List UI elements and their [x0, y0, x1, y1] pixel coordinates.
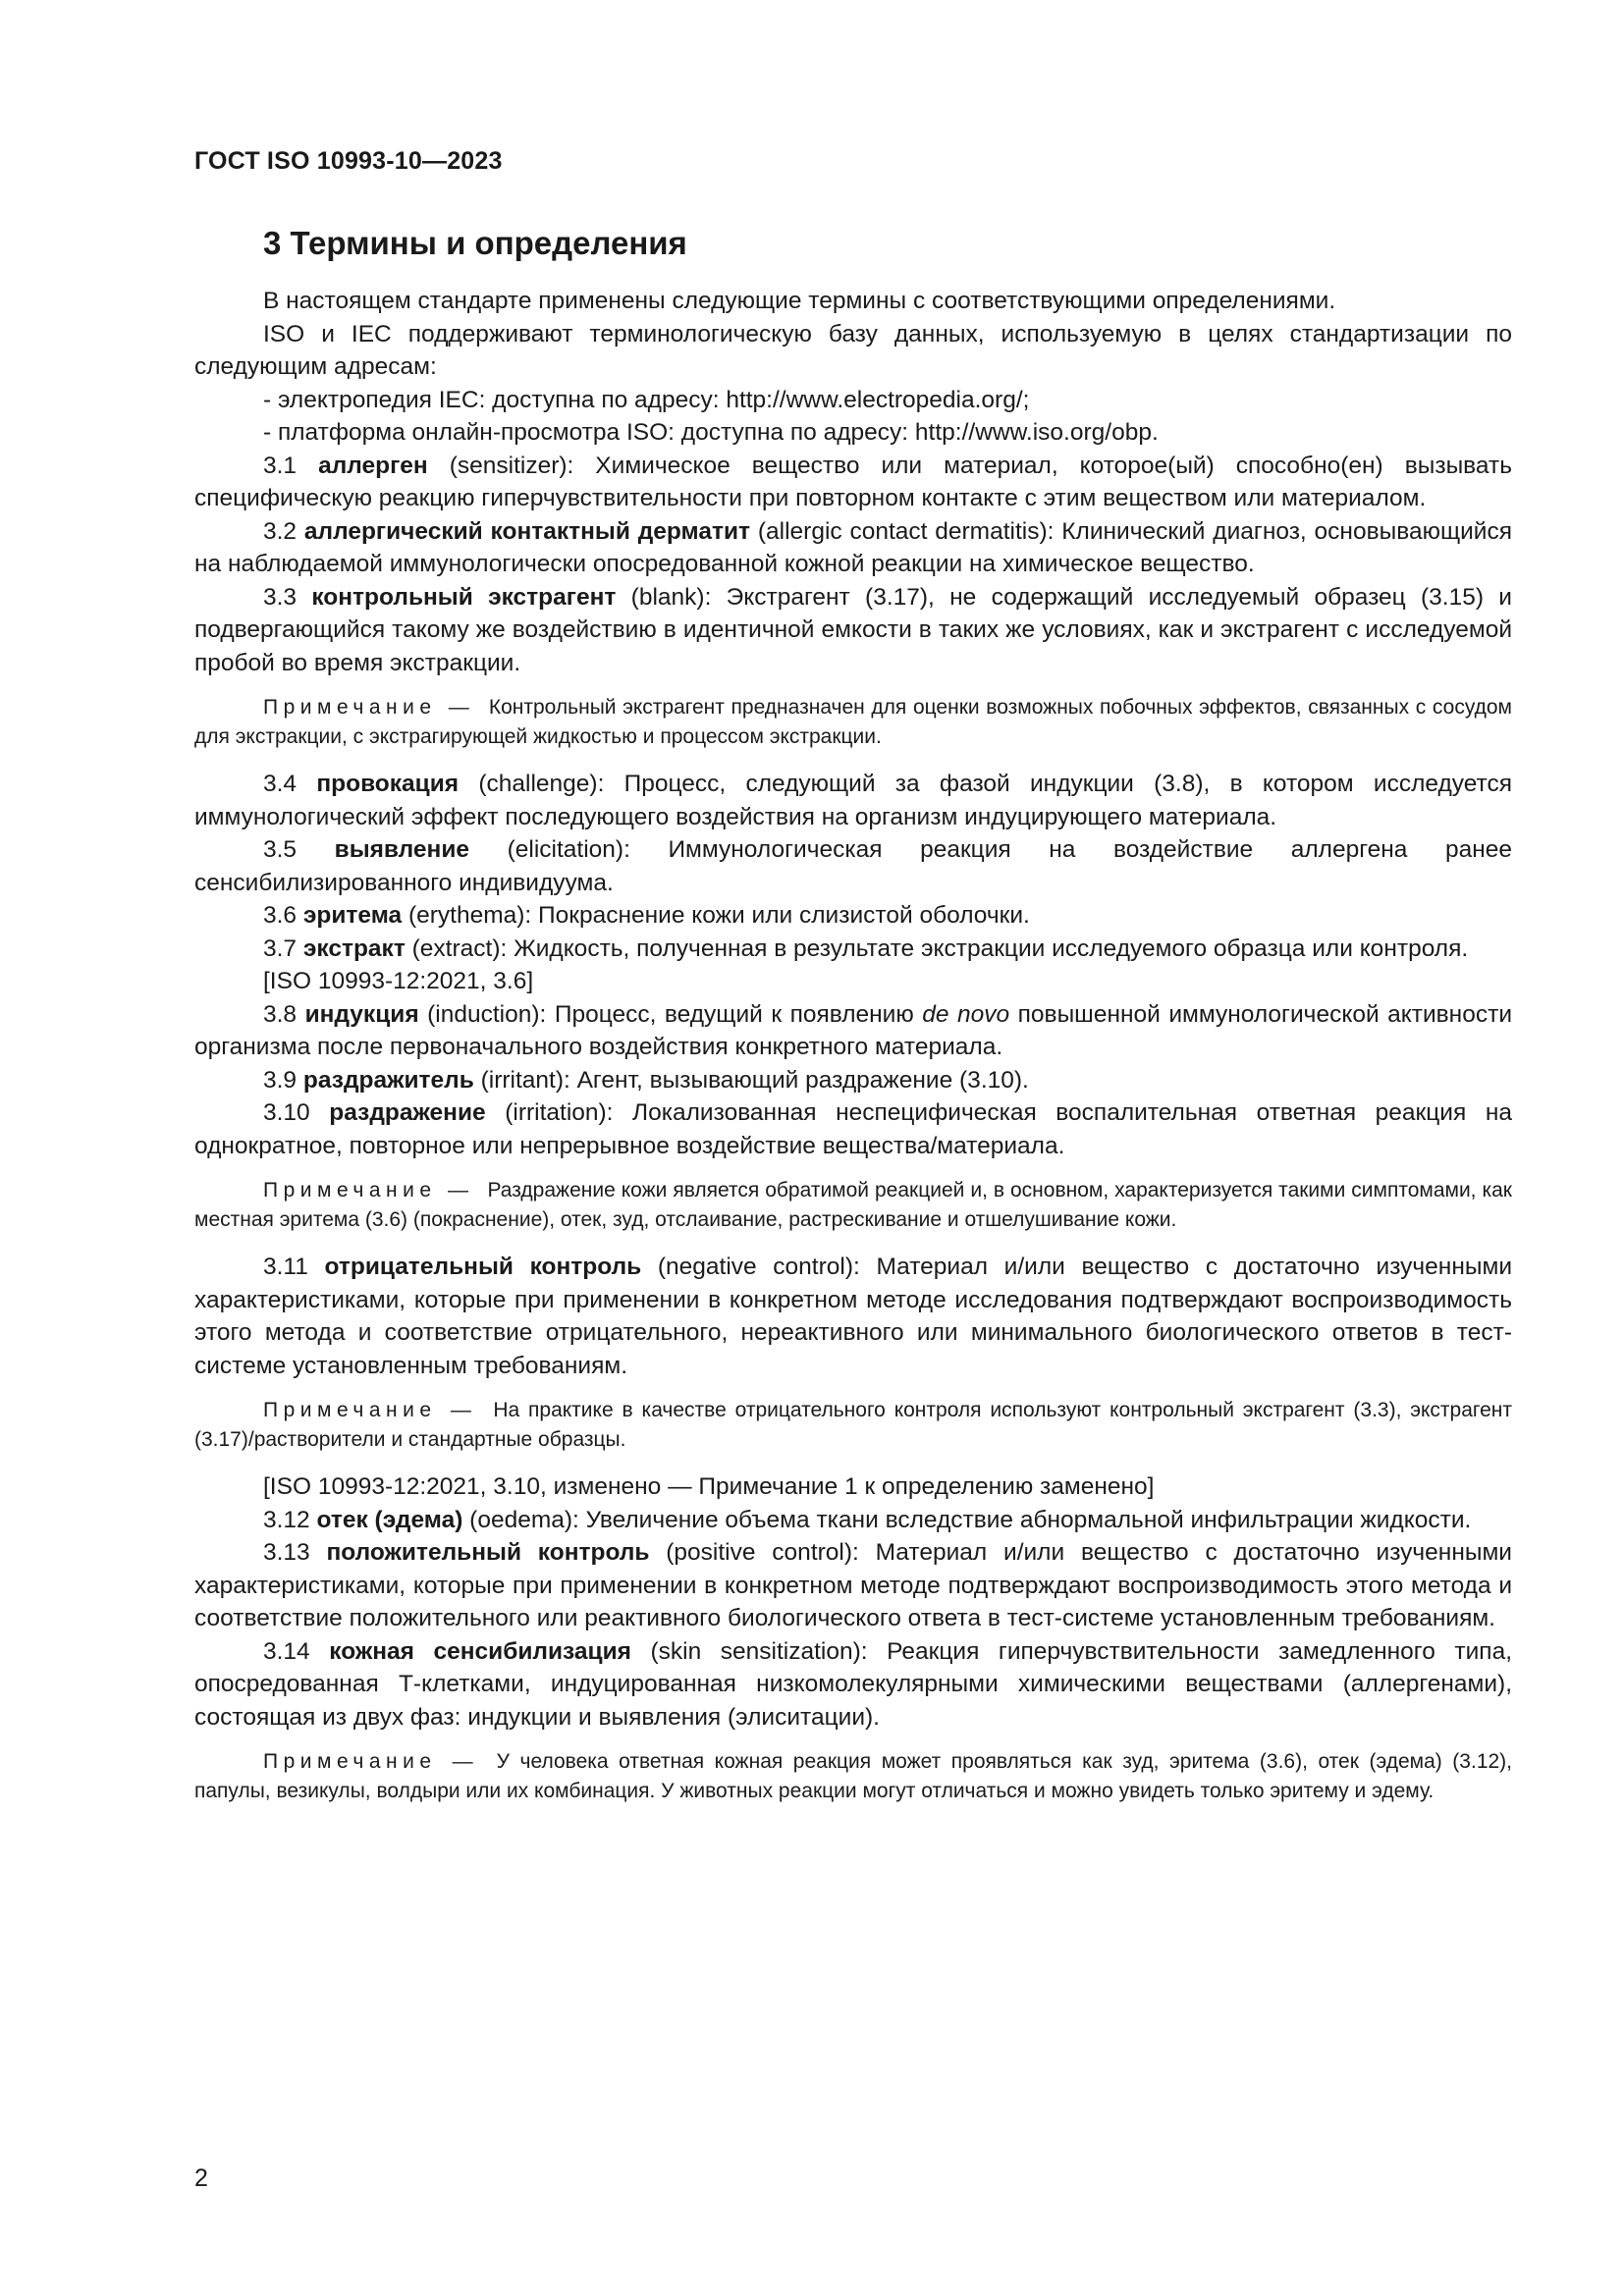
- note-text: На практике в качестве отрицательного контроля используют контрольный экстрагент (3.3), экстрагент (3.17)/растворители и стандартные образцы.: [194, 1399, 1512, 1451]
- term-number: 3.6: [263, 902, 298, 929]
- term-name: раздражение: [329, 1099, 486, 1126]
- term-name: отрицательный контроль: [324, 1254, 642, 1280]
- term-number: 3.7: [263, 934, 298, 962]
- term-entry: [194, 1096, 1512, 1162]
- term-definition: (allergic contact dermatitis): Клинический диагноз, основывающийся на наблюдаемой иммунологически опосредованной кожной реакции на химическое вещество.: [194, 517, 1513, 577]
- term-definition: (elicitation): Иммунологическая реакция на воздействие аллергена ранее сенсибилизированного индивидуума.: [194, 836, 1512, 896]
- term-definition: (challenge): Процесс, следующий за фазой индукции (3.8), в котором исследуется иммунологический эффект последующего воздействия на организм индуцирующего материала.: [194, 771, 1512, 830]
- term-definition: (skin sensitization): Реакция гиперчувствительности замедленного типа, опосредованная Т-клетками, индуцированная низкомолекулярными химическими веществами (аллергенами), состоящая из двух фаз: индукции и выявления (элиситации).: [194, 1637, 1512, 1731]
- note: [194, 1396, 1512, 1455]
- note-label: Примечание —: [263, 696, 475, 719]
- term-entry: [194, 833, 1512, 899]
- intro-paragraph: В настоящем стандарте применены следующие термины с соответствующими определениями.: [263, 288, 1336, 314]
- term-name: выявление: [334, 836, 470, 863]
- term-definition: повышенной иммунологической активности организма после первоначального воздействия конкретного материала.: [194, 1000, 1512, 1060]
- term-name: экстракт: [302, 934, 406, 962]
- page-number: 2: [194, 2164, 208, 2192]
- term-number: 3.10: [263, 1099, 310, 1126]
- note-text: У человека ответная кожная реакция может проявляться как зуд, эритема (3.6), отек (эдема) (3.12), папулы, везикулы, волдыри или их комбинация. У животных реакции могут отличаться и можно увидеть только эритему и эдему.: [194, 1750, 1513, 1802]
- term-entry: [194, 1635, 1512, 1735]
- term-entry: [194, 899, 1512, 933]
- term-name: кожная сенсибилизация: [329, 1637, 631, 1665]
- term-definition-italic: de novo: [922, 1000, 1010, 1028]
- note-label: Примечание —: [263, 1179, 474, 1201]
- note: [194, 1747, 1512, 1806]
- term-name: контрольный экстрагент: [311, 583, 617, 611]
- term-number: 3.5: [263, 836, 298, 863]
- term-number: 3.8: [263, 1000, 298, 1028]
- term-entry: [194, 768, 1512, 833]
- term-definition: (erythema): Покраснение кожи или слизистой оболочки.: [402, 902, 1030, 929]
- document-id-header: ГОСТ ISO 10993-10—2023: [194, 147, 503, 175]
- note: [194, 693, 1512, 752]
- term-number: 3.13: [263, 1539, 310, 1566]
- term-number: 3.14: [263, 1637, 310, 1665]
- term-name: положительный контроль: [326, 1539, 650, 1566]
- term-entry: [194, 581, 1512, 680]
- term-definition: (extract): Жидкость, полученная в результате экстракции исследуемого образца или контроля.: [405, 934, 1469, 962]
- note-label: Примечание —: [263, 1399, 477, 1421]
- intro-link-electropedia: - электропедия IEC: доступна по адресу: http://www.electropedia.org/;: [263, 386, 1030, 413]
- note-text: Контрольный экстрагент предназначен для оценки возможных побочных эффектов, связанных с сосудом для экстракции, с экстрагирующей жидкостью и процессом экстракции.: [194, 696, 1512, 748]
- section-title: 3 Термины и определения: [263, 225, 687, 261]
- page-content: [194, 224, 1512, 1822]
- term-entry: [194, 1251, 1512, 1382]
- term-definition: (sensitizer): Химическое вещество или материал, которое(ый) способно(ен) вызывать специфическую реакцию гиперчувствительности при повторном контакте с этим веществом или материалом.: [194, 452, 1512, 511]
- term-name: аллергический контактный дерматит: [303, 517, 751, 545]
- term-number: 3.11: [263, 1254, 308, 1280]
- intro-paragraph: ISO и IEC поддерживают терминологическую базу данных, используемую в целях стандартизации по следующим адресам:: [194, 320, 1512, 380]
- term-entry: [194, 998, 1512, 1064]
- source-reference: [ISO 10993-12:2021, 3.10, изменено — Примечание 1 к определению заменено]: [263, 1473, 1155, 1500]
- term-number: 3.1: [263, 452, 298, 479]
- term-definition: (blank): Экстрагент (3.17), не содержащий исследуемый образец (3.15) и подвергающийся такому же воздействию в идентичной емкости в таких же условиях, как и экстрагент с исследуемой пробой во время экстракции.: [194, 583, 1512, 676]
- term-name: отек (эдема): [316, 1506, 463, 1533]
- term-name: провокация: [316, 771, 460, 797]
- term-entry: [194, 1064, 1512, 1097]
- term-entry: [194, 1504, 1512, 1537]
- term-name: аллерген: [318, 452, 428, 479]
- term-number: 3.12: [263, 1506, 310, 1533]
- term-entry: [194, 1536, 1512, 1635]
- term-entry: [194, 515, 1512, 581]
- term-entry: [194, 933, 1512, 966]
- term-name: раздражитель: [302, 1066, 474, 1094]
- term-name: индукция: [304, 1000, 419, 1028]
- term-name: эритема: [302, 902, 403, 929]
- note-text: Раздражение кожи является обратимой реакцией и, в основном, характеризуется такими симптомами, как местная эритема (3.6) (покраснение), отек, зуд, отслаивание, растрескивание и отшелушивание кожи.: [194, 1179, 1512, 1231]
- term-number: 3.3: [263, 583, 298, 611]
- term-definition: (irritation): Локализованная неспецифическая воспалительная ответная реакция на однократное, повторное или непрерывное воздействие вещества/материала.: [194, 1099, 1512, 1159]
- term-definition: (irritant): Агент, вызывающий раздражение (3.10).: [473, 1066, 1029, 1094]
- term-definition: (induction): Процесс, ведущий к появлению: [418, 1000, 923, 1028]
- source-reference: [ISO 10993-12:2021, 3.6]: [263, 968, 534, 994]
- term-number: 3.9: [263, 1066, 298, 1094]
- term-definition: (oedema): Увеличение объема ткани вследствие абнормальной инфильтрации жидкости.: [462, 1506, 1472, 1533]
- term-definition: (negative control): Материал и/или вещество с достаточно изученными характеристиками, которые при применении в конкретном методе исследования подтверждают воспроизводимость этого метода и соответствие отрицательного, нереактивного или минимального биологического ответов в тест-системе установленным требованиям.: [194, 1254, 1513, 1379]
- intro-link-iso-obp: - платформа онлайн-просмотра ISO: доступна по адресу: http://www.iso.org/obp.: [263, 419, 1159, 446]
- term-definition: (positive control): Материал и/или вещество с достаточно изученными характеристиками, которые при применении в конкретном методе подтверждают воспроизводимость этого метода и соответствие положительного или реактивного биологического ответа в тест-системе установленным требованиям.: [194, 1539, 1512, 1631]
- note: [194, 1176, 1512, 1235]
- term-number: 3.2: [263, 517, 298, 545]
- term-number: 3.4: [263, 771, 298, 797]
- note-label: Примечание —: [263, 1750, 479, 1773]
- term-entry: [194, 450, 1512, 515]
